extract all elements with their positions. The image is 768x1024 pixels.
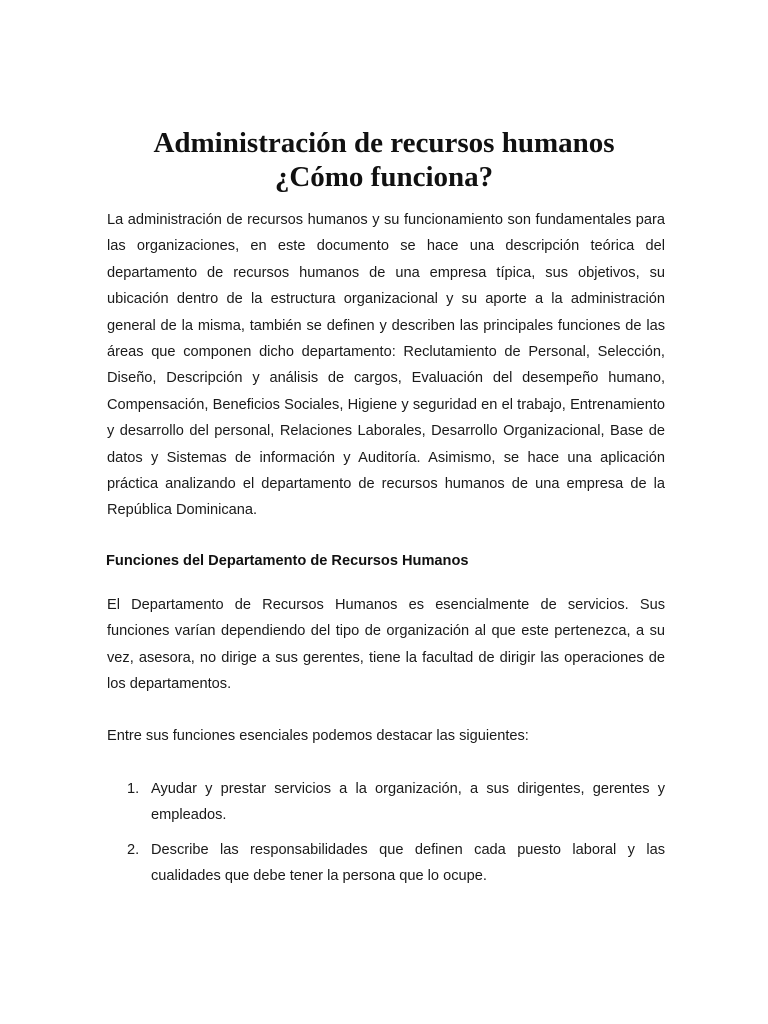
- list-item-text: Describe las responsabilidades que definen cada puesto laboral y las cualidades que debe tener la persona que lo ocupe.: [151, 841, 665, 885]
- functions-list: [107, 776, 665, 898]
- document-title: [0, 126, 768, 194]
- functions-lead-in: Entre sus funciones esenciales podemos destacar las siguientes:: [107, 728, 529, 744]
- list-item: [107, 837, 665, 890]
- title-line-1: Administración de recursos humanos: [153, 127, 615, 159]
- title-line-2: ¿Cómo funciona?: [274, 161, 494, 193]
- list-item-number: 1.: [127, 781, 140, 797]
- list-item: [107, 776, 665, 829]
- list-item-number: 2.: [127, 841, 140, 858]
- section-heading: Funciones del Departamento de Recursos Humanos: [106, 553, 469, 569]
- list-item-text: Ayudar y prestar servicios a la organización, a sus dirigentes, gerentes y empleados.: [151, 781, 665, 824]
- section-paragraph: El Departamento de Recursos Humanos es esencialmente de servicios. Sus funciones varían dependiendo del tipo de organización al que este pertenezca, a su vez, asesora, no dirige a sus gerentes, tiene la facultad de dirigir las operaciones de los departamentos.: [107, 597, 665, 693]
- intro-paragraph: La administración de recursos humanos y su funcionamiento son fundamentales para las organizaciones, en este documento se hace una descripción teórica del departamento de recursos humanos de una empresa típica, sus objetivos, su ubicación dentro de la estructura organizacional y su aporte a la administración general de la misma, también se definen y describen las principales funciones de las áreas que componen dicho departamento: Reclutamiento de Personal, Selección, Diseño, Descripción y análisis de cargos, Evaluación del desempeño humano, Compensación, Beneficios Sociales, Higiene y seguridad en el trabajo, Entrenamiento y desarrollo del personal, Relaciones Laborales, Desarrollo Organizacional, Base de datos y Sistemas de información y Auditoría. Asimismo, se hace una aplicación práctica analizando el departamento de recursos humanos de una empresa de la República Dominicana.: [107, 212, 665, 519]
